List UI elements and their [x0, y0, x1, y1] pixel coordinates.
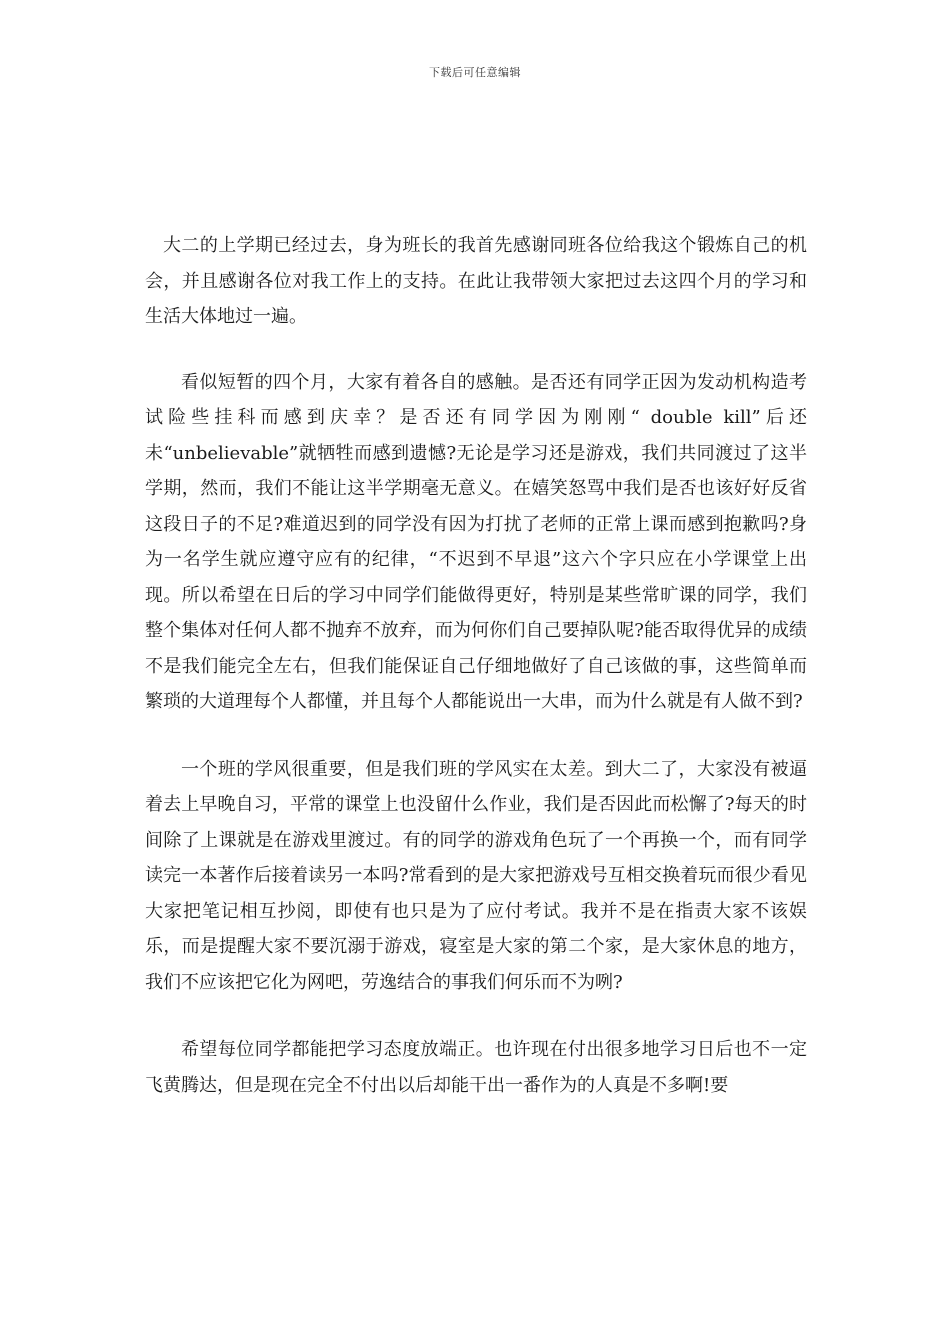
- header-note: 下载后可任意编辑: [429, 66, 521, 79]
- paragraph-4: 希望每位同学都能把学习态度放端正。也许现在付出很多地学习日后也不一定飞黄腾达，但是现在完全不付出以后却能干出一番作为的人真是不多啊!要: [145, 1039, 807, 1096]
- paragraph-1: 大二的上学期已经过去，身为班长的我首先感谢同班各位给我这个锻炼自己的机会，并且感谢各位对我工作上的支持。在此让我带领大家把过去这四个月的学习和生活大体地过一遍。: [145, 235, 807, 327]
- paragraph-2: 看似短暂的四个月，大家有着各自的感触。是否还有同学正因为发动机构造考试险些挂科而感到庆幸？是否还有同学因为刚刚“ double kill”后还未“unbelievable”就牺牲而感到遗憾?无论是学习还是游戏，我们共同渡过了这半学期，然而，我们不能让这半学期毫无意义。在嬉笑怒骂中我们是否也该好好反省这段日子的不足?难道迟到的同学没有因为打扰了老师的正常上课而感到抱歉吗?身为一名学生就应遵守应有的纪律，“不迟到不早退”这六个字只应在小学课堂上出现。所以希望在日后的学习中同学们能做得更好，特别是某些常旷课的同学，我们整个集体对任何人都不抛弃不放弃，而为何你们自己要掉队呢?能否取得优异的成绩不是我们能完全左右，但我们能保证自己仔细地做好了自己该做的事，这些简单而繁琐的大道理每个人都懂，并且每个人都能说出一大串，而为什么就是有人做不到?: [145, 371, 807, 712]
- document-body: [145, 228, 807, 1135]
- paragraph-3: 一个班的学风很重要，但是我们班的学风实在太差。到大二了，大家没有被逼着去上早晚自习，平常的课堂上也没留什么作业，我们是否因此而松懈了?每天的时间除了上课就是在游戏里渡过。有的同学的游戏角色玩了一个再换一个，而有同学读完一本著作后接着读另一本吗?常看到的是大家把游戏号互相交换着玩而很少看见大家把笔记相互抄阅，即使有也只是为了应付考试。我并不是在指责大家不该娱乐，而是提醒大家不要沉溺于游戏，寝室是大家的第二个家，是大家休息的地方，我们不应该把它化为网吧，劳逸结合的事我们何乐而不为咧?: [145, 758, 807, 993]
